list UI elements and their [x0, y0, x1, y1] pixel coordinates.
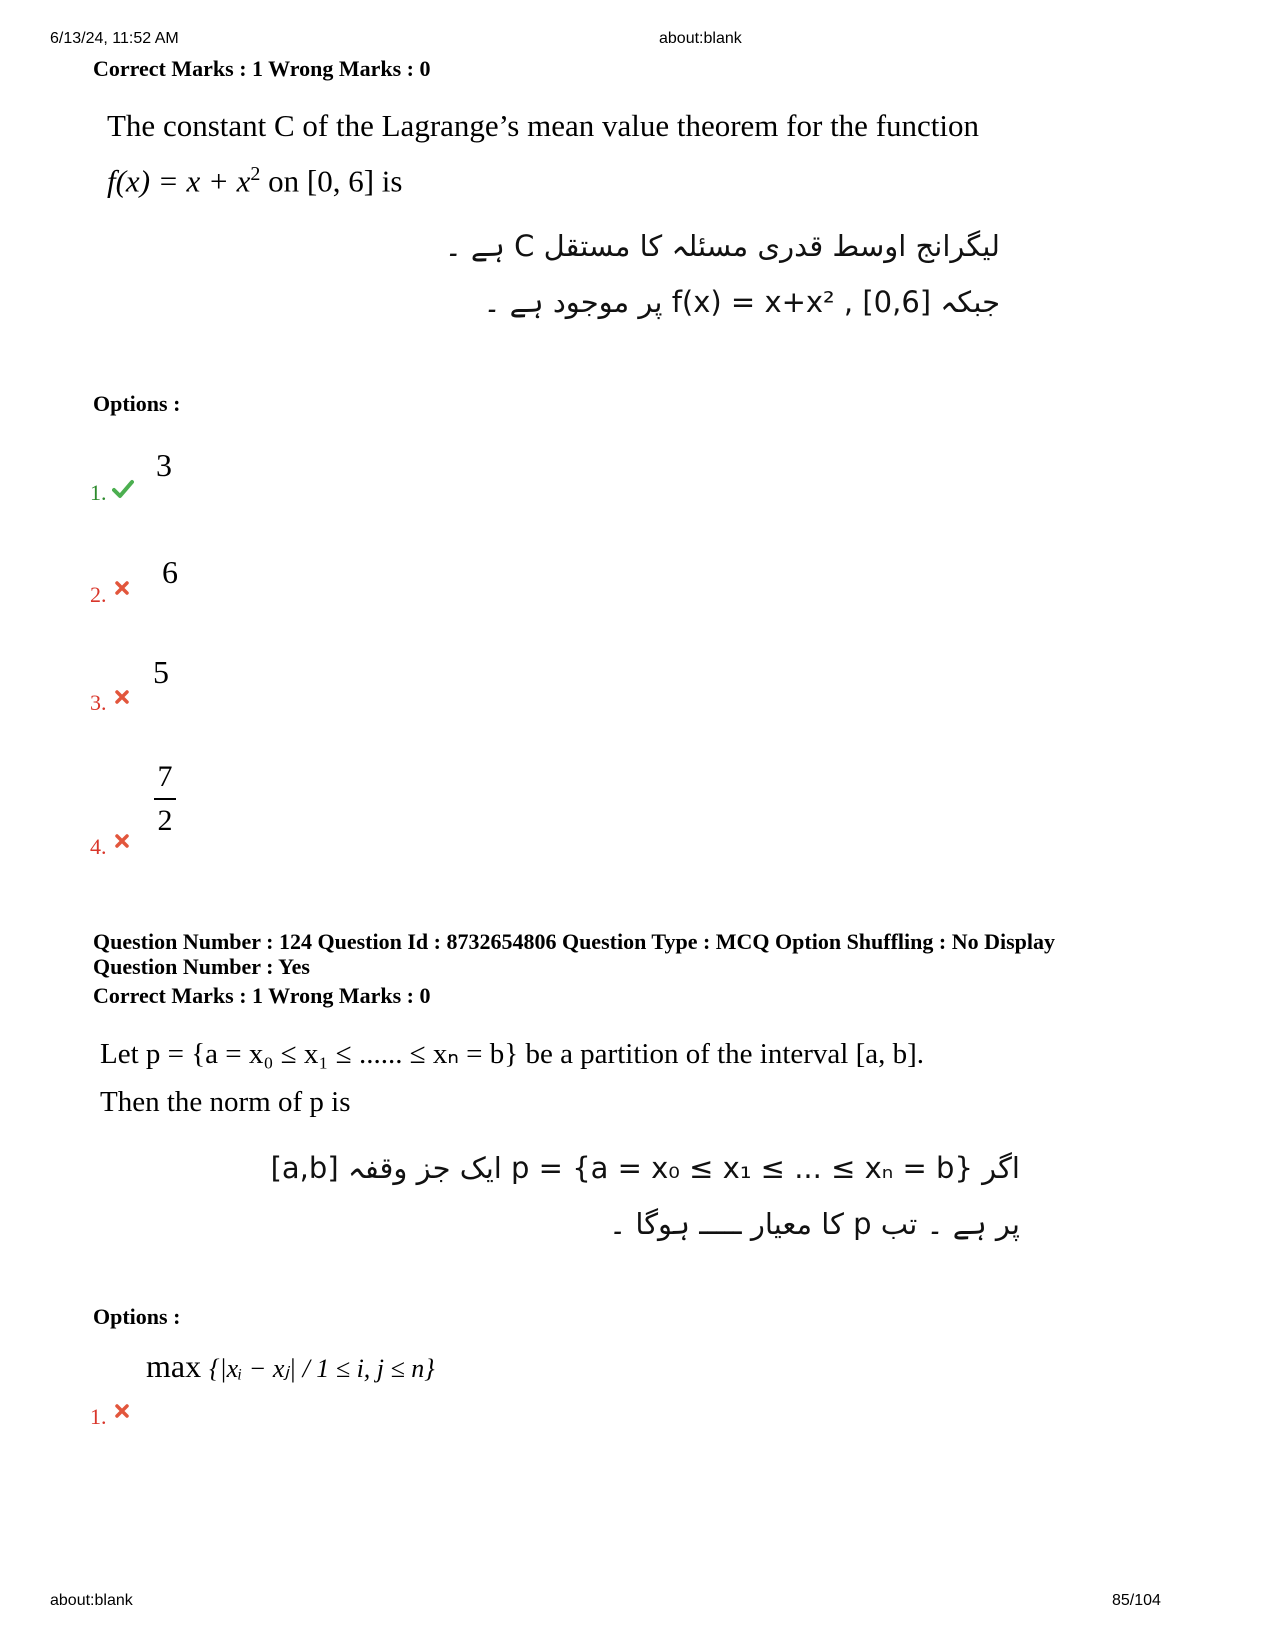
q124-question-text [100, 1030, 924, 1126]
cross-icon [114, 833, 130, 849]
q124-option-1-max: max [146, 1348, 202, 1384]
footer-url: about:blank [50, 1592, 133, 1609]
footer-page-number: 85/104 [1112, 1592, 1161, 1609]
q123-option-2-value: 6 [162, 554, 178, 590]
print-title: about:blank [659, 30, 742, 47]
q123-sup: 2 [250, 163, 261, 185]
q123-option-4-denominator: 2 [157, 804, 173, 837]
print-datetime: 6/13/24, 11:52 AM [50, 30, 179, 47]
q124-meta-line1: Question Number : 124 Question Id : 8732654806 Question Type : MCQ Option Shuffling : No Display [93, 929, 1056, 954]
q124-option-1-expr: {|xᵢ − xⱼ| / 1 ≤ i, j ≤ n} [209, 1354, 435, 1383]
q123-option-4-number: 4. [90, 834, 107, 859]
q124-option-1-number: 1. [90, 1404, 107, 1429]
q124-urdu-line2: پر ہے ۔ تب p کا معیار ـــــ ہوگا ۔ [609, 1207, 1020, 1241]
q123-urdu-line2: جبکہ f(x) = x+x² , [0,6] پر موجود ہے ۔ [483, 285, 1000, 319]
q124-urdu-translation [160, 1140, 1020, 1252]
cross-icon [114, 689, 130, 705]
q123-marks: Correct Marks : 1 Wrong Marks : 0 [93, 56, 431, 81]
q123-urdu-line1: لیگرانج اوسط قدری مسئلہ کا مستقل C ہے ۔ [444, 229, 1000, 263]
cross-icon [114, 1403, 130, 1419]
q123-option-2-number: 2. [90, 582, 107, 607]
q123-option-4-fraction [152, 760, 178, 838]
q123-options-label: Options : [93, 391, 181, 416]
q123-option-3-value: 5 [153, 654, 169, 690]
q123-option-1-value: 3 [156, 447, 172, 483]
q124-urdu-line1: اگر p = {a = x₀ ≤ x₁ ≤ ... ≤ xₙ = b} ایک جز وقفہ [a,b] [270, 1151, 1020, 1185]
q123-text-line2 [107, 150, 979, 205]
q124-text-line2: Then the norm of p is [100, 1086, 351, 1118]
q123-fx: f(x) = x + x [107, 163, 251, 199]
q123-text-line1: The constant C of the Lagrange’s mean value theorem for the function [107, 108, 979, 143]
q123-option-1-number: 1. [90, 480, 107, 505]
q124-meta-line2: Question Number : Yes [93, 954, 310, 979]
fraction-bar [154, 798, 176, 800]
cross-icon [114, 580, 130, 596]
q123-option-3-number: 3. [90, 690, 107, 715]
q123-urdu-translation [240, 218, 1000, 330]
check-icon [112, 478, 134, 500]
q123-text-rest: on [0, 6] is [260, 163, 403, 199]
q123-option-4-numerator: 7 [157, 760, 173, 793]
q124-option-1-value [146, 1348, 435, 1385]
q124-marks: Correct Marks : 1 Wrong Marks : 0 [93, 983, 431, 1008]
q124-options-label: Options : [93, 1304, 181, 1329]
q123-question-text [107, 102, 979, 205]
q124-text-line1: Let p = {a = x₀ ≤ x₁ ≤ ...... ≤ xₙ = b} be a partition of the interval [a, b]. [100, 1038, 925, 1070]
